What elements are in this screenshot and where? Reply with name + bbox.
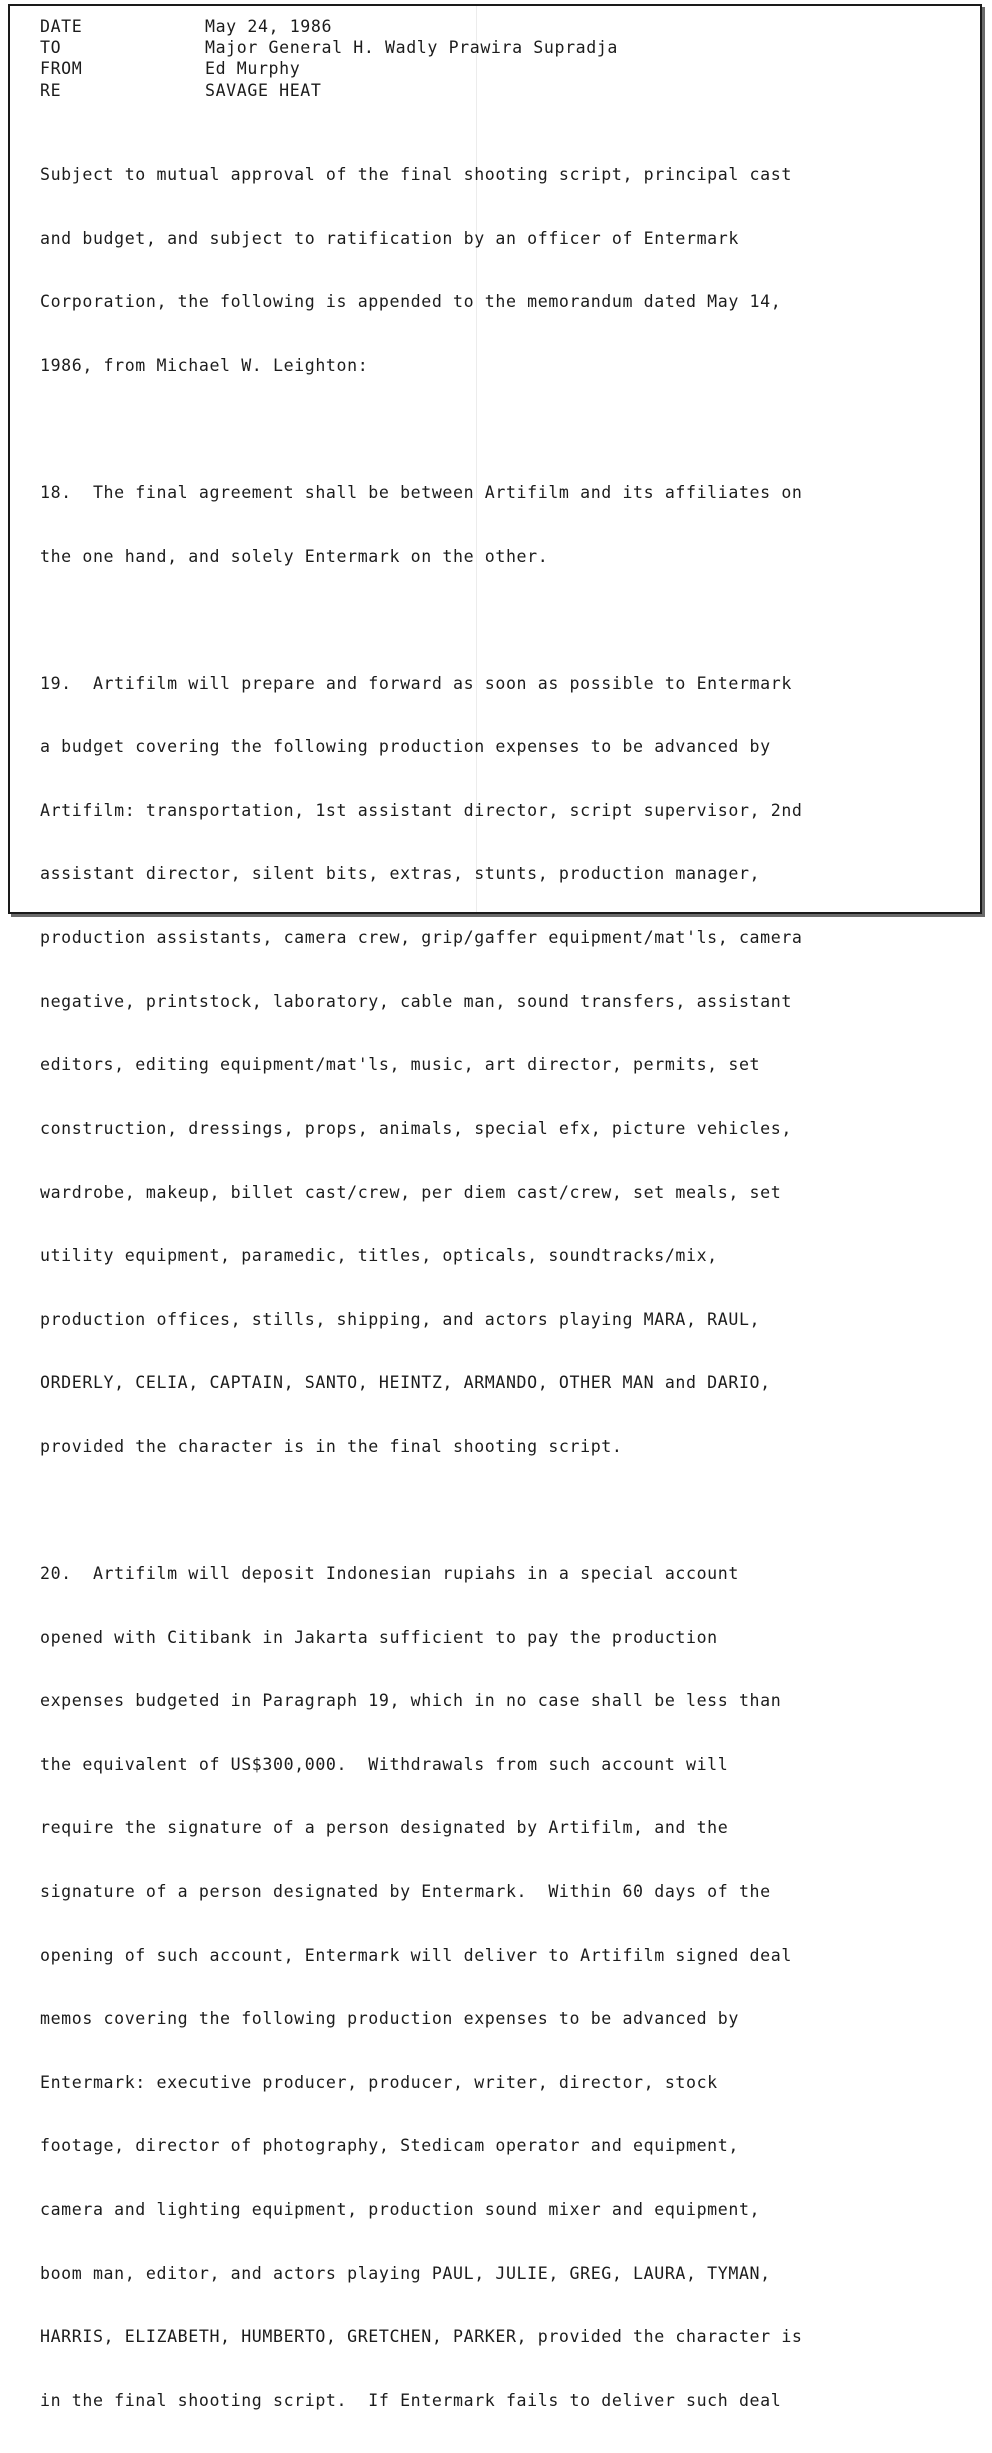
paragraph-19 bbox=[40, 630, 970, 1499]
text-line: opening of such account, Entermark will deliver to Artifilm signed deal bbox=[40, 1945, 792, 1965]
text-line: 20. Artifilm will deposit Indonesian rupiahs in a special account bbox=[40, 1563, 739, 1583]
text-line: editors, editing equipment/mat'ls, music, art director, permits, set bbox=[40, 1055, 761, 1075]
text-line: the equivalent of US$300,000. Withdrawals from such account will bbox=[40, 1754, 729, 1774]
text-line: boom man, editor, and actors playing PAUL, JULIE, GREG, LAURA, TYMAN, bbox=[40, 2263, 771, 2283]
text-line: utility equipment, paramedic, titles, opticals, soundtracks/mix, bbox=[40, 1246, 718, 1266]
header-row-re bbox=[40, 80, 970, 101]
text-line: the one hand, and solely Entermark on the other. bbox=[40, 546, 549, 566]
memo-document bbox=[40, 16, 970, 2453]
memo-header bbox=[40, 16, 970, 101]
text-line: expenses budgeted in Paragraph 19, which in no case shall be less than bbox=[40, 1691, 782, 1711]
memo-page bbox=[8, 4, 982, 2410]
text-line: a budget covering the following production expenses to be advanced by bbox=[40, 737, 771, 757]
text-line: production assistants, camera crew, grip/gaffer equipment/mat'ls, camera bbox=[40, 928, 803, 948]
header-row-from bbox=[40, 58, 970, 79]
text-line: 18. The final agreement shall be between Artifilm and its affiliates on bbox=[40, 483, 803, 502]
text-line: wardrobe, makeup, billet cast/crew, per diem cast/crew, set meals, set bbox=[40, 1182, 782, 1202]
text-line: in the final shooting script. If Entermark fails to deliver such deal bbox=[40, 2390, 782, 2410]
header-row-to bbox=[40, 37, 970, 58]
text-line: camera and lighting equipment, production sound mixer and equipment, bbox=[40, 2200, 761, 2220]
paragraph-20 bbox=[40, 1521, 970, 2453]
header-value: Major General H. Wadly Prawira Supradja bbox=[205, 38, 619, 58]
text-line: negative, printstock, laboratory, cable man, sound transfers, assistant bbox=[40, 991, 792, 1011]
text-line: 19. Artifilm will prepare and forward as soon as possible to Entermark bbox=[40, 673, 792, 693]
text-line: construction, dressings, props, animals, special efx, picture vehicles, bbox=[40, 1118, 792, 1138]
header-label: RE bbox=[40, 80, 62, 100]
header-value: Ed Murphy bbox=[205, 59, 301, 79]
header-value: SAVAGE HEAT bbox=[205, 80, 322, 100]
text-line: Subject to mutual approval of the final shooting script, principal cast bbox=[40, 165, 792, 185]
header-value: May 24, 1986 bbox=[205, 17, 333, 36]
text-line: assistant director, silent bits, extras, stunts, production manager, bbox=[40, 864, 761, 884]
text-line: ORDERLY, CELIA, CAPTAIN, SANTO, HEINTZ, ARMANDO, OTHER MAN and DARIO, bbox=[40, 1373, 771, 1393]
text-line: 1986, from Michael W. Leighton: bbox=[40, 355, 369, 375]
header-label: FROM bbox=[40, 59, 83, 79]
paragraph-18 bbox=[40, 440, 970, 610]
text-line: opened with Citibank in Jakarta sufficient to pay the production bbox=[40, 1627, 718, 1647]
text-line: Corporation, the following is appended to the memorandum dated May 14, bbox=[40, 292, 782, 312]
header-label: DATE bbox=[40, 17, 83, 36]
text-line: Artifilm: transportation, 1st assistant director, script supervisor, 2nd bbox=[40, 800, 803, 820]
header-row-date bbox=[40, 16, 970, 37]
text-line: HARRIS, ELIZABETH, HUMBERTO, GRETCHEN, PARKER, provided the character is bbox=[40, 2327, 803, 2347]
paragraph-intro bbox=[40, 122, 970, 419]
text-line: signature of a person designated by Entermark. Within 60 days of the bbox=[40, 1882, 771, 1901]
text-line: require the signature of a person designated by Artifilm, and the bbox=[40, 1818, 729, 1838]
text-line: Entermark: executive producer, producer, writer, director, stock bbox=[40, 2072, 718, 2092]
text-line: memos covering the following production expenses to be advanced by bbox=[40, 2009, 739, 2029]
header-label: TO bbox=[40, 38, 62, 58]
text-line: footage, director of photography, Stedicam operator and equipment, bbox=[40, 2136, 739, 2156]
text-line: production offices, stills, shipping, and actors playing MARA, RAUL, bbox=[40, 1309, 761, 1329]
text-line: and budget, and subject to ratification by an officer of Entermark bbox=[40, 228, 739, 248]
text-line: provided the character is in the final shooting script. bbox=[40, 1436, 623, 1456]
